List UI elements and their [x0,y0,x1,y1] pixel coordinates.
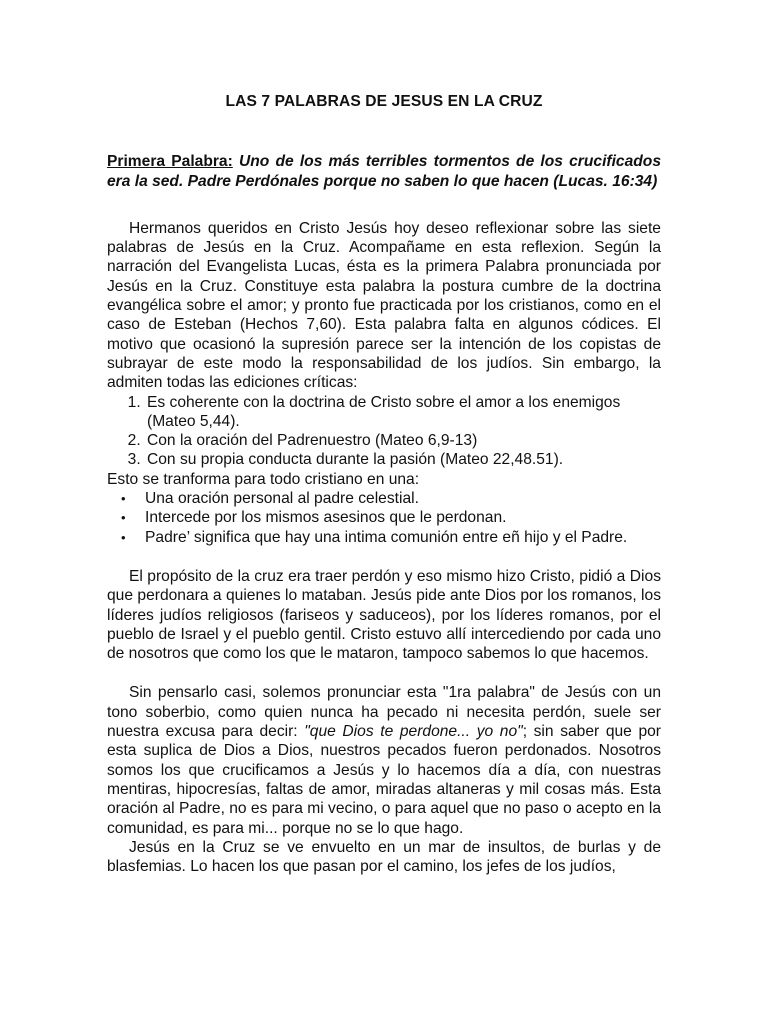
paragraph-4: Jesús en la Cruz se ve envuelto en un mar de insultos, de burlas y de blasfemias. Lo hacen los que pasan por el camino, los jefes de los judíos, [107,838,661,876]
bullet-list-item [121,528,661,547]
intro-lead: Primera Palabra: [107,153,233,171]
numbered-list-item: 1. Es coherente con la doctrina de Cristo sobre el amor a los enemigos (Mateo 5,44). [145,393,661,432]
spacer [107,547,661,567]
bullet-list-item [121,489,661,508]
bullet-list [107,489,661,547]
intro-quote: Uno de los más terribles tormentos de los crucificados era la sed. Padre Perdónales porque no saben lo que hacen (Lucas. 16:34) [107,153,662,190]
paragraph-3-text: Sin pensarlo casi, solemos pronunciar esta "1ra palabra" de Jesús con un tono soberbio, como quien nunca ha pecado ni necesita perdón, suele ser nuestra excusa para decir: [107,684,661,741]
bullet-text: Una oración personal al padre celestial. [145,490,419,508]
document-page [107,92,661,876]
numbered-list [107,393,661,470]
bullet-icon: • [121,510,126,526]
intro-paragraph [107,152,661,191]
spacer [107,663,661,683]
bullet-list-item [121,508,661,527]
bullet-text: Padre’ significa que hay una intima comunión entre eñ hijo y el Padre. [145,528,628,546]
paragraph-2: El propósito de la cruz era traer perdón y eso mismo hizo Cristo, pidió a Dios que perdonara a quienes lo mataban. Jesús pide ante Dios por los romanos, los líderes judíos religiosos (fariseos y saduceos), por los líderes romanos, por el pueblo de Israel y el pueblo gentil. Cristo estuvo allí intercediendo por cada uno de nosotros que como los que le mataron, tampoco sabemos lo que hacemos. [107,567,661,663]
paragraph-1: Hermanos queridos en Cristo Jesús hoy deseo reflexionar sobre las siete palabras de Jesús en la Cruz. Acompañame en esta reflexion. Según la narración del Evangelista Lucas, ésta es la primera Palabra pronunciada por Jesús en la Cruz. Constituye esta palabra la postura cumbre de la doctrina evangélica sobre el amor; y pronto fue practicada por los cristianos, como en el caso de Esteban (Hechos 7,60). Esta palabra falta en algunos códices. El motivo que ocasionó la supresión parece ser la intención de los copistas de subrayar de este modo la responsabilidad de los judíos. Sin embargo, la admiten todas las ediciones críticas: [107,219,661,392]
bullet-icon: • [121,529,126,545]
paragraph-3 [107,683,661,837]
transition-line: Esto se tranforma para todo cristiano en una: [107,470,420,488]
numbered-list-item: 2. Con la oración del Padrenuestro (Mateo 6,9-13) [145,431,661,450]
paragraph-3-italic: "que Dios te perdone... yo no" [304,723,523,741]
bullet-icon: • [121,491,126,507]
numbered-list-item: 3. Con su propia conducta durante la pasión (Mateo 22,48.51). [145,450,661,469]
bullet-text: Intercede por los mismos asesinos que le perdonan. [145,509,507,527]
document-title: LAS 7 PALABRAS DE JESUS EN LA CRUZ [225,93,543,110]
paragraph-3-text: ; sin saber que por esta suplica de Dios a Dios, nuestros pecados fueron perdonados. Nosotros somos los que crucificamos a Jesús y lo hacemos día a día, con nuestras mentiras, hipocresías, faltas de amor, miradas altaneras y mil cosas más. Esta oración al Padre, no es para mi vecino, o para aquel que no paso o acepto en la comunidad, es para mi... porque no se lo que hago. [107,723,661,837]
